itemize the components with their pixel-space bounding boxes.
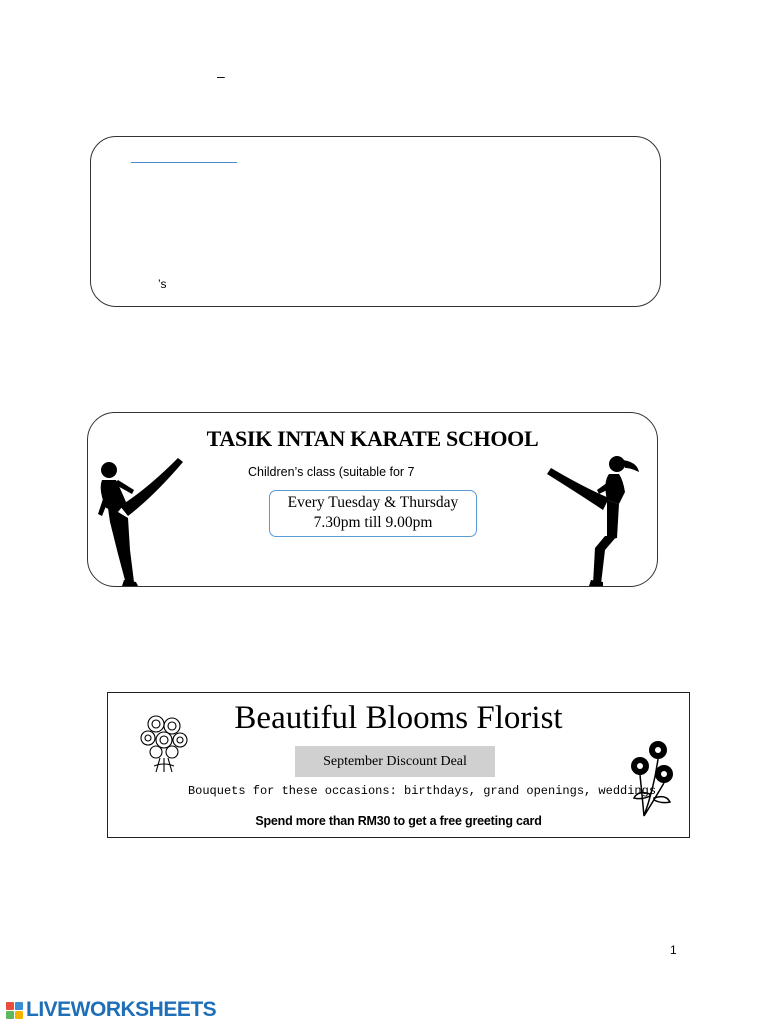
blue-underline: [131, 162, 237, 163]
schedule-days: Every Tuesday & Thursday: [287, 494, 459, 511]
greeting-card-offer: Spend more than RM30 to get a free greeting card: [255, 814, 542, 828]
brand-name: LIVEWORKSHEETS: [26, 998, 217, 1021]
karate-kick-left-icon: [96, 450, 191, 590]
florist-title: Beautiful Blooms Florist: [234, 700, 563, 736]
flower-stems-right-icon: [624, 738, 680, 820]
apostrophe-s-text: ’s: [158, 277, 167, 291]
flower-bouquet-left-icon: [134, 710, 194, 774]
discount-deal-banner: September Discount Deal: [295, 746, 495, 777]
header-dash: –: [217, 68, 225, 84]
bouquet-occasions-text: Bouquets for these occasions: birthdays, grand openings, weddings: [187, 784, 657, 798]
karate-kick-right-icon: [545, 448, 640, 588]
karate-subtitle: Children’s class (suitable for 7: [248, 465, 415, 479]
logo-grid-icon: [6, 1002, 23, 1019]
liveworksheets-logo[interactable]: [6, 998, 216, 1022]
page-number: 1: [670, 943, 677, 957]
karate-title: TASIK INTAN KARATE SCHOOL: [206, 426, 539, 451]
karate-schedule-box: [269, 490, 477, 537]
schedule-times: 7.30pm till 9.00pm: [313, 514, 433, 531]
